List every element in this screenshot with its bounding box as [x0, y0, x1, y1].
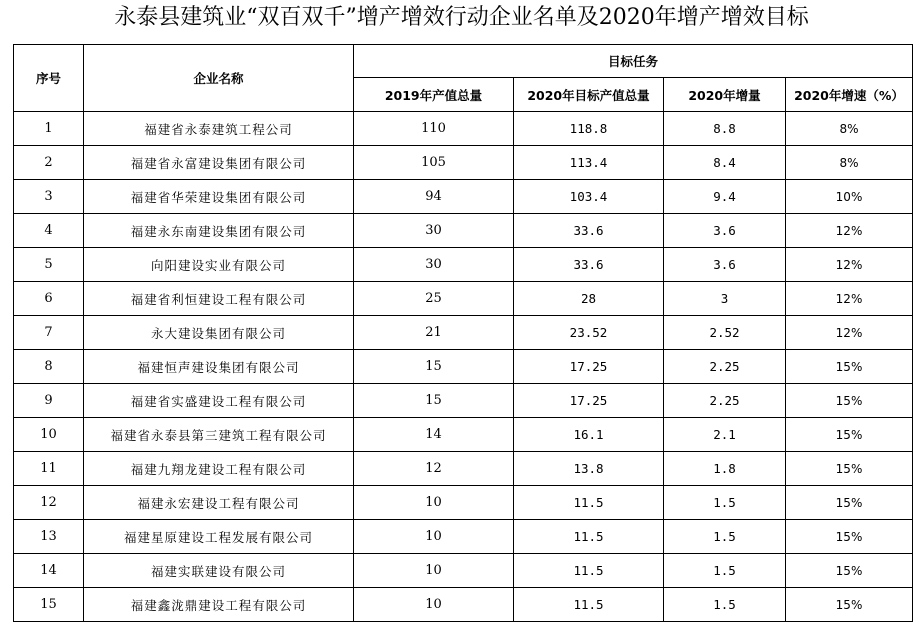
header-increase-2020: 2020年增量: [664, 78, 786, 112]
cell-company: 福建永宏建设工程有限公司: [84, 486, 354, 520]
cell-index: 4: [14, 214, 84, 248]
table-row: [14, 588, 913, 622]
cell-growth-2020: 15%: [786, 452, 913, 486]
table-row: [14, 520, 913, 554]
cell-index: 5: [14, 248, 84, 282]
cell-increase-2020: 2.25: [664, 384, 786, 418]
table-row: [14, 316, 913, 350]
header-company: 企业名称: [84, 45, 354, 112]
table-row: [14, 452, 913, 486]
cell-target-2020: 17.25: [514, 350, 664, 384]
cell-increase-2020: 1.5: [664, 588, 786, 622]
cell-growth-2020: 8%: [786, 146, 913, 180]
cell-company: 永大建设集团有限公司: [84, 316, 354, 350]
cell-growth-2020: 12%: [786, 282, 913, 316]
cell-output-2019: 10: [354, 486, 514, 520]
cell-output-2019: 14: [354, 418, 514, 452]
cell-company: 福建省利恒建设工程有限公司: [84, 282, 354, 316]
cell-index: 15: [14, 588, 84, 622]
table-row: [14, 146, 913, 180]
header-target-group: 目标任务: [354, 45, 913, 78]
cell-target-2020: 28: [514, 282, 664, 316]
cell-target-2020: 16.1: [514, 418, 664, 452]
table-row: [14, 180, 913, 214]
cell-company: 福建省华荣建设集团有限公司: [84, 180, 354, 214]
table-row: [14, 384, 913, 418]
cell-increase-2020: 1.5: [664, 520, 786, 554]
cell-increase-2020: 2.25: [664, 350, 786, 384]
cell-increase-2020: 3.6: [664, 214, 786, 248]
header-growth-2020: 2020年增速（%）: [786, 78, 913, 112]
cell-index: 6: [14, 282, 84, 316]
cell-company: 福建鑫泷鼎建设工程有限公司: [84, 588, 354, 622]
cell-target-2020: 13.8: [514, 452, 664, 486]
cell-index: 10: [14, 418, 84, 452]
cell-company: 福建星原建设工程发展有限公司: [84, 520, 354, 554]
cell-target-2020: 33.6: [514, 214, 664, 248]
cell-growth-2020: 15%: [786, 588, 913, 622]
cell-index: 8: [14, 350, 84, 384]
cell-increase-2020: 8.8: [664, 112, 786, 146]
cell-growth-2020: 12%: [786, 248, 913, 282]
table-row: [14, 112, 913, 146]
cell-increase-2020: 2.52: [664, 316, 786, 350]
cell-increase-2020: 8.4: [664, 146, 786, 180]
cell-increase-2020: 3: [664, 282, 786, 316]
cell-company: 向阳建设实业有限公司: [84, 248, 354, 282]
cell-target-2020: 23.52: [514, 316, 664, 350]
cell-increase-2020: 1.5: [664, 554, 786, 588]
cell-company: 福建恒声建设集团有限公司: [84, 350, 354, 384]
document-title: 永泰县建筑业“双百双千”增产增效行动企业名单及2020年增产增效目标: [114, 5, 809, 30]
cell-index: 14: [14, 554, 84, 588]
cell-company: 福建九翔龙建设工程有限公司: [84, 452, 354, 486]
cell-index: 7: [14, 316, 84, 350]
cell-company: 福建省永富建设集团有限公司: [84, 146, 354, 180]
table-row: [14, 214, 913, 248]
cell-target-2020: 17.25: [514, 384, 664, 418]
cell-growth-2020: 12%: [786, 214, 913, 248]
cell-growth-2020: 15%: [786, 554, 913, 588]
cell-target-2020: 113.4: [514, 146, 664, 180]
cell-target-2020: 11.5: [514, 520, 664, 554]
cell-company: 福建省实盛建设工程有限公司: [84, 384, 354, 418]
cell-index: 2: [14, 146, 84, 180]
table-row: [14, 282, 913, 316]
cell-output-2019: 110: [354, 112, 514, 146]
cell-output-2019: 105: [354, 146, 514, 180]
cell-growth-2020: 15%: [786, 384, 913, 418]
header-target-2020: 2020年目标产值总量: [514, 78, 664, 112]
cell-index: 3: [14, 180, 84, 214]
cell-growth-2020: 15%: [786, 418, 913, 452]
cell-output-2019: 25: [354, 282, 514, 316]
cell-growth-2020: 15%: [786, 486, 913, 520]
cell-output-2019: 10: [354, 554, 514, 588]
cell-increase-2020: 1.8: [664, 452, 786, 486]
cell-target-2020: 11.5: [514, 588, 664, 622]
cell-target-2020: 11.5: [514, 554, 664, 588]
cell-output-2019: 12: [354, 452, 514, 486]
cell-output-2019: 15: [354, 350, 514, 384]
cell-index: 13: [14, 520, 84, 554]
header-output-2019: 2019年产值总量: [354, 78, 514, 112]
cell-index: 11: [14, 452, 84, 486]
cell-output-2019: 21: [354, 316, 514, 350]
table-row: [14, 350, 913, 384]
cell-target-2020: 11.5: [514, 486, 664, 520]
cell-output-2019: 15: [354, 384, 514, 418]
table-row: [14, 486, 913, 520]
cell-growth-2020: 8%: [786, 112, 913, 146]
header-index: 序号: [14, 45, 84, 112]
cell-company: 福建实联建设有限公司: [84, 554, 354, 588]
cell-output-2019: 30: [354, 248, 514, 282]
cell-output-2019: 10: [354, 520, 514, 554]
cell-increase-2020: 2.1: [664, 418, 786, 452]
cell-target-2020: 103.4: [514, 180, 664, 214]
table-row: [14, 554, 913, 588]
cell-growth-2020: 15%: [786, 350, 913, 384]
company-target-table: [13, 44, 913, 622]
cell-company: 福建永东南建设集团有限公司: [84, 214, 354, 248]
cell-output-2019: 94: [354, 180, 514, 214]
cell-company: 福建省永泰建筑工程公司: [84, 112, 354, 146]
cell-index: 1: [14, 112, 84, 146]
cell-company: 福建省永泰县第三建筑工程有限公司: [84, 418, 354, 452]
header-row-1: [14, 45, 913, 78]
cell-target-2020: 33.6: [514, 248, 664, 282]
cell-increase-2020: 3.6: [664, 248, 786, 282]
table-row: [14, 248, 913, 282]
cell-output-2019: 30: [354, 214, 514, 248]
table-row: [14, 418, 913, 452]
cell-growth-2020: 12%: [786, 316, 913, 350]
cell-growth-2020: 10%: [786, 180, 913, 214]
cell-output-2019: 10: [354, 588, 514, 622]
cell-increase-2020: 9.4: [664, 180, 786, 214]
cell-growth-2020: 15%: [786, 520, 913, 554]
cell-index: 9: [14, 384, 84, 418]
cell-index: 12: [14, 486, 84, 520]
cell-target-2020: 118.8: [514, 112, 664, 146]
table-body: [14, 112, 913, 622]
cell-increase-2020: 1.5: [664, 486, 786, 520]
